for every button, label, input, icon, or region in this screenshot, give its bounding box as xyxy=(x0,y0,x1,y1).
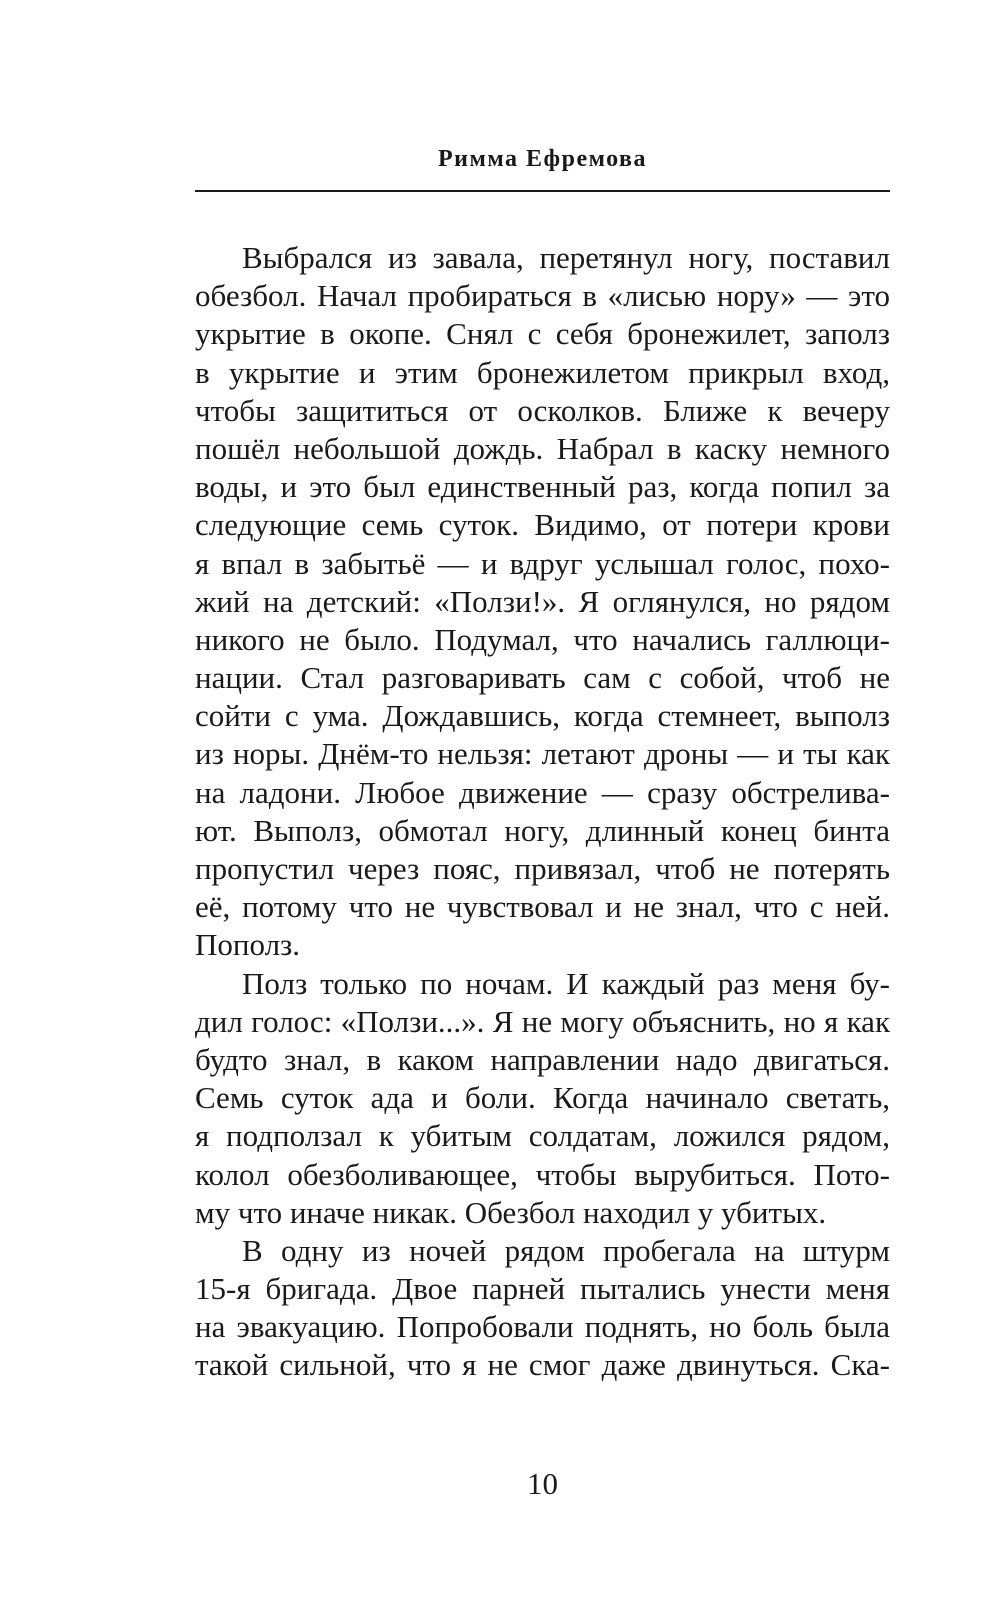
text-line: обезбол. Начал пробираться в «лисью нору» — это xyxy=(195,278,890,314)
text-line: Семь суток ада и боли. Когда начинало светать, xyxy=(195,1080,890,1116)
text-line: на ладони. Любое движение — сразу обстрелива- xyxy=(195,774,890,810)
text-line: Выбрался из завала, перетянул ногу, поставил xyxy=(242,240,890,275)
page-number: 10 xyxy=(527,1466,558,1501)
text-line: будто знал, в каком направлении надо двигаться. xyxy=(195,1041,890,1077)
text-line: следующие семь суток. Видимо, от потери крови xyxy=(195,507,890,543)
text-line: из норы. Днём-то нельзя: летают дроны — и ты как xyxy=(195,736,890,772)
text-line: Полз только по ночам. И каждый раз меня бу- xyxy=(242,965,890,1001)
running-head-author: Римма Ефремова xyxy=(437,146,648,172)
text-line: колол обезболивающее, чтобы вырубиться. Пото- xyxy=(195,1156,890,1192)
text-line: в укрытие и этим бронежилетом прикрыл вход, xyxy=(195,354,890,390)
text-line: я впал в забытьё — и вдруг услышал голос, похо- xyxy=(195,545,890,581)
text-line: укрытие в окопе. Снял с себя бронежилет, заполз xyxy=(195,316,890,352)
text-line: на эвакуацию. Попробовали поднять, но боль была xyxy=(195,1309,890,1345)
text-line: сойти с ума. Дождавшись, когда стемнеет, выполз xyxy=(195,698,890,734)
text-line: му что иначе никак. Обезбол находил у убитых. xyxy=(195,1194,827,1230)
body-text xyxy=(195,239,890,1385)
text-line: никого не было. Подумал, что начались галлюци- xyxy=(195,621,890,657)
text-line: я подползал к убитым солдатам, ложился рядом, xyxy=(195,1118,890,1154)
header-rule xyxy=(195,190,890,192)
text-line: пропустил через пояс, привязал, чтоб не потерять xyxy=(195,851,890,886)
text-line: Пополз. xyxy=(195,927,301,963)
text-line: пошёл небольшой дождь. Набрал в каску немного xyxy=(195,430,890,466)
text-line: дил голос: «Ползи...». Я не могу объяснить, но я как xyxy=(195,1003,890,1039)
text-line: её, потому что не чувствовал и не знал, что с ней. xyxy=(195,889,890,925)
text-line: ют. Выполз, обмотал ногу, длинный конец бинта xyxy=(195,812,890,848)
text-line: воды, и это был единственный раз, когда попил за xyxy=(195,469,890,505)
text-line: В одну из ночей рядом пробегала на штурм xyxy=(242,1232,890,1268)
text-line: жий на детский: «Ползи!». Я оглянулся, но рядом xyxy=(195,583,890,619)
text-line: 15-я бригада. Двое парней пытались унести меня xyxy=(195,1271,890,1307)
text-line: чтобы защититься от осколков. Ближе к вечеру xyxy=(195,392,890,428)
text-line: нации. Стал разговаривать сам с собой, чтоб не xyxy=(195,660,890,696)
text-line: такой сильной, что я не смог даже двинуться. Ска- xyxy=(195,1347,890,1383)
